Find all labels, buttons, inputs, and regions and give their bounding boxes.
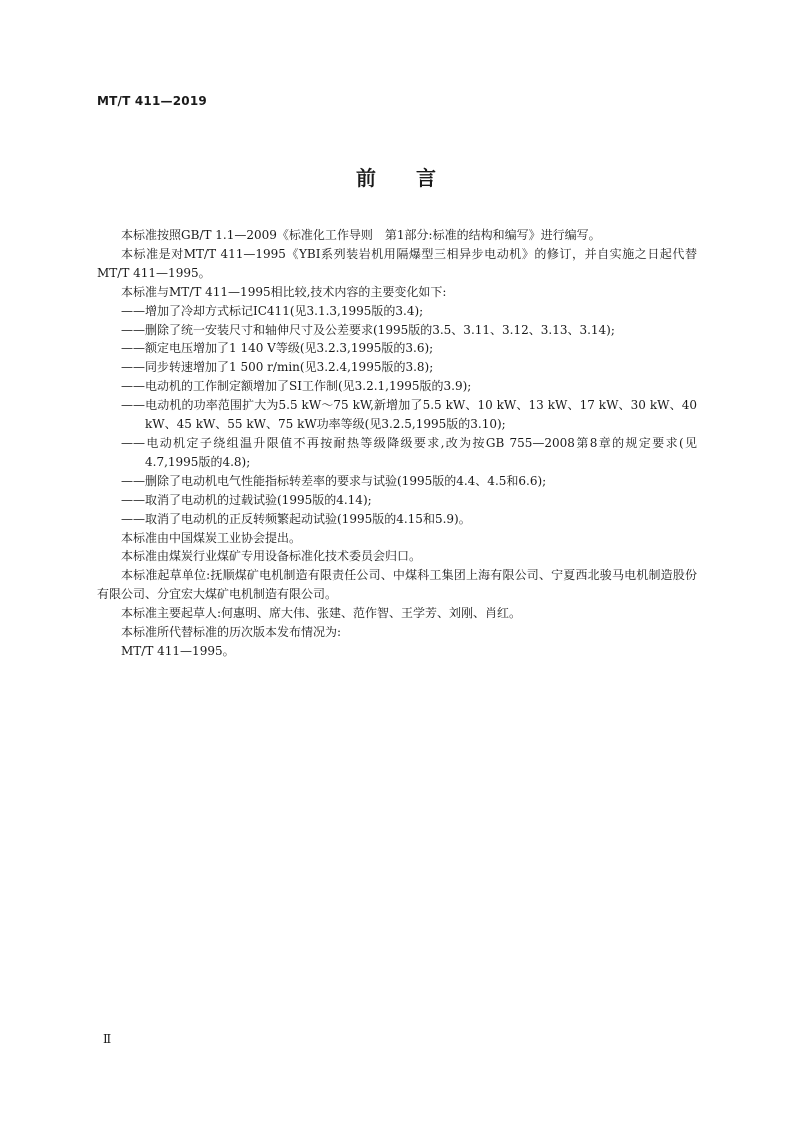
paragraph: 本标准主要起草人:何惠明、席大伟、张建、范作智、王学芳、刘刚、肖红。 <box>121 606 522 621</box>
change-list-item: ——电动机的功率范围扩大为5.5 kW～75 kW,新增加了5.5 kW、10 kW、13 kW、17 kW、30 kW、40 kW、45 kW、55 kW、75 kW功率等级(见3.2.5,1995版的3.10); <box>121 398 697 432</box>
change-list-item: ——额定电压增加了1 140 V等级(见3.2.3,1995版的3.6); <box>121 341 434 356</box>
paragraph: MT/T 411—1995。 <box>121 643 235 658</box>
paragraph: 本标准与MT/T 411—1995相比较,技术内容的主要变化如下: <box>121 284 447 299</box>
change-list-item: ——电动机的工作制定额增加了SI工作制(见3.2.1,1995版的3.9); <box>121 379 472 394</box>
change-list-item: ——删除了电动机电气性能指标转差率的要求与试验(1995版的4.4、4.5和6.6); <box>121 473 547 488</box>
change-list-item: ——取消了电动机的过载试验(1995版的4.14); <box>121 492 372 507</box>
change-list-item: ——取消了电动机的正反转频繁起动试验(1995版的4.15和5.9)。 <box>121 511 471 526</box>
paragraph: 本标准起草单位:抚顺煤矿电机制造有限责任公司、中煤科工集团上海有限公司、宁夏西北骏马电机制造股份有限公司、分宜宏大煤矿电机制造有限公司。 <box>97 568 697 602</box>
page-title: 前言 <box>356 166 476 190</box>
paragraph: 本标准是对MT/T 411—1995《YBI系列装岩机用隔爆型三相异步电动机》的修订，并自实施之日起代替MT/T 411—1995。 <box>97 246 697 280</box>
foreword-body <box>97 226 697 661</box>
change-list-item: ——删除了统一安装尺寸和轴伸尺寸及公差要求(1995版的3.5、3.11、3.12、3.13、3.14); <box>121 322 615 337</box>
page-number: Ⅱ <box>103 1032 112 1046</box>
paragraph: 本标准按照GB/T 1.1—2009《标准化工作导则 第1部分:标准的结构和编写》进行编写。 <box>121 228 601 242</box>
paragraph: 本标准所代替标准的历次版本发布情况为: <box>121 625 342 640</box>
change-list-item: ——增加了冷却方式标记IC411(见3.1.3,1995版的3.4); <box>121 303 424 318</box>
paragraph: 本标准由煤炭行业煤矿专用设备标准化技术委员会归口。 <box>121 549 422 564</box>
change-list-item: ——电动机定子绕组温升限值不再按耐热等级降级要求,改为按GB 755—2008第8章的规定要求(见4.7,1995版的4.8); <box>121 435 697 469</box>
paragraph: 本标准由中国煤炭工业协会提出。 <box>121 530 302 545</box>
standard-code-header: MT/T 411—2019 <box>97 94 207 108</box>
change-list-item: ——同步转速增加了1 500 r/min(见3.2.4,1995版的3.8); <box>121 360 434 375</box>
